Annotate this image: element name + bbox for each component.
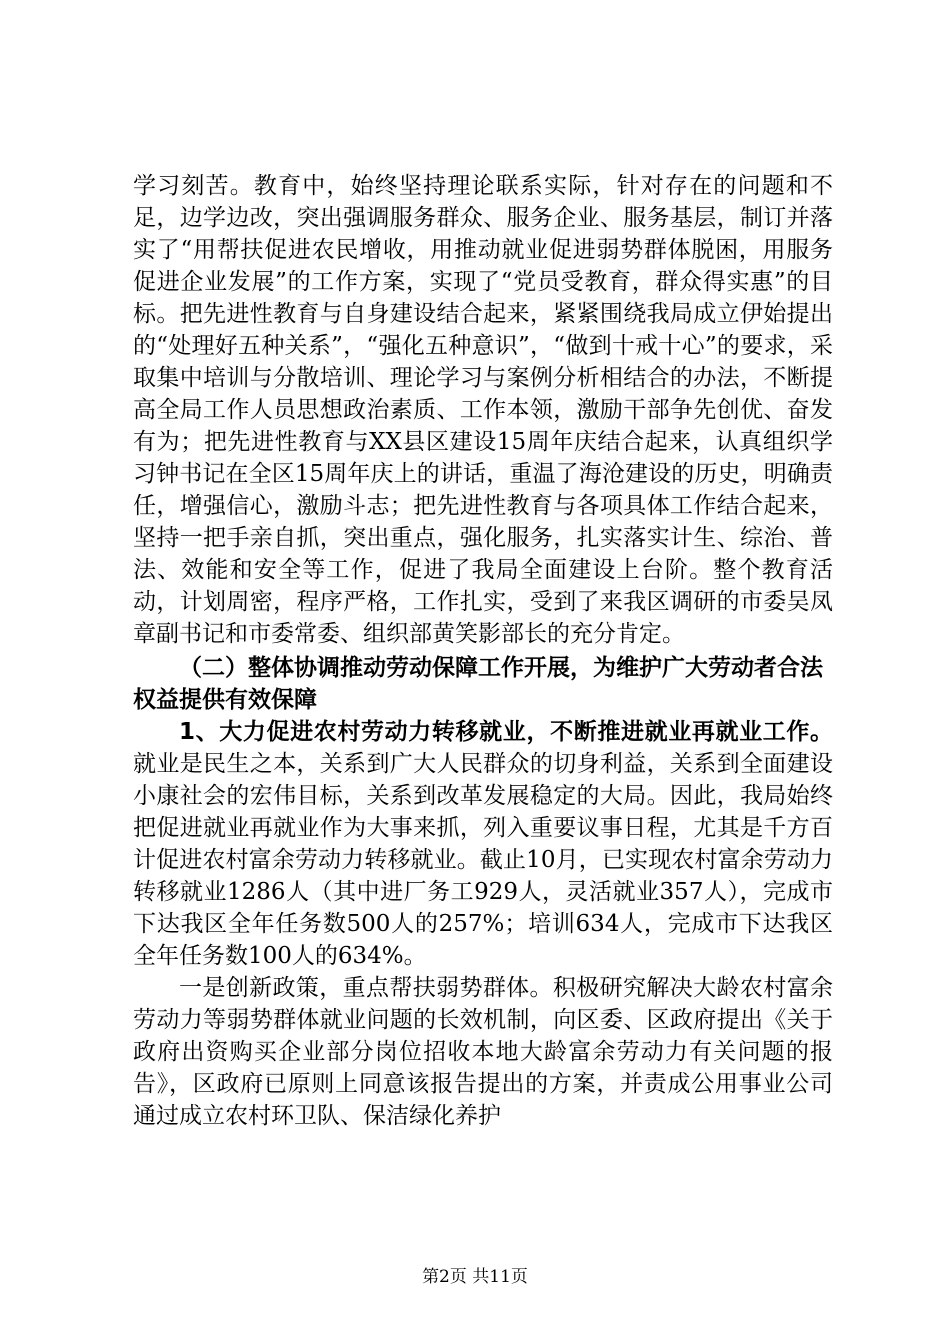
item-body: 就业是民生之本，关系到广大人民群众的切身利益，关系到全面建设小康社会的宏伟目标，关系到改革发展稳定的大局。因此，我局始终把促进就业再就业作为大事来抓，列入重要议事日程，尤其是千方百计促进农村富余劳动力转移就业。截止10月，已实现农村富余劳动力转移就业1286人（其中进厂务工929人，灵活就业357人），完成市下达我区全年任务数500人的257%；培训634人，完成市下达我区全年任务数100人的634%。 — [133, 751, 833, 969]
section-heading: （二）整体协调推动劳动保障工作开展，为维护广大劳动者合法权益提供有效保障 — [133, 655, 823, 713]
paragraph-employment — [133, 716, 833, 972]
paragraph-continuation: 学习刻苦。教育中，始终坚持理论联系实际，针对存在的问题和不足，边学边改，突出强调服务群众、服务企业、服务基层，制订并落实了“用帮扶促进农民增收，用推动就业促进弱势群体脱困，用服务促进企业发展”的工作方案，实现了“党员受教育，群众得实惠”的目标。把先进性教育与自身建设结合起来，紧紧围绕我局成立伊始提出的“处理好五种关系”，“强化五种意识”，“做到十戒十心”的要求，采取集中培训与分散培训、理论学习与案例分析相结合的办法，不断提高全局工作人员思想政治素质、工作本领，激励干部争先创优、奋发有为；把先进性教育与XX县区建设15周年庆结合起来，认真组织学习钟书记在全区15周年庆上的讲话，重温了海沧建设的历史，明确责任，增强信心，激励斗志；把先进性教育与各项具体工作结合起来，坚持一把手亲自抓，突出重点，强化服务，扎实落实计生、综治、普法、效能和安全等工作，促进了我局全面建设上台阶。整个教育活动，计划周密，程序严格，工作扎实，受到了来我区调研的市委吴凤章副书记和市委常委、组织部黄笑影部长的充分肯定。 — [133, 173, 833, 647]
page-footer: 第2页 共11页 — [422, 1267, 528, 1287]
item-lead-bold: 1、大力促进农村劳动力转移就业，不断推进就业再就业工作。 — [179, 719, 833, 745]
document-body — [133, 170, 833, 1132]
paragraph-policy: 一是创新政策，重点帮扶弱势群体。积极研究解决大龄农村富余劳动力等弱势群体就业问题的长效机制，向区委、区政府提出《关于政府出资购买企业部分岗位招收本地大龄富余劳动力有关问题的报告》，区政府已原则上同意该报告提出的方案，并责成公用事业公司通过成立农村环卫队、保洁绿化养护 — [133, 975, 833, 1129]
